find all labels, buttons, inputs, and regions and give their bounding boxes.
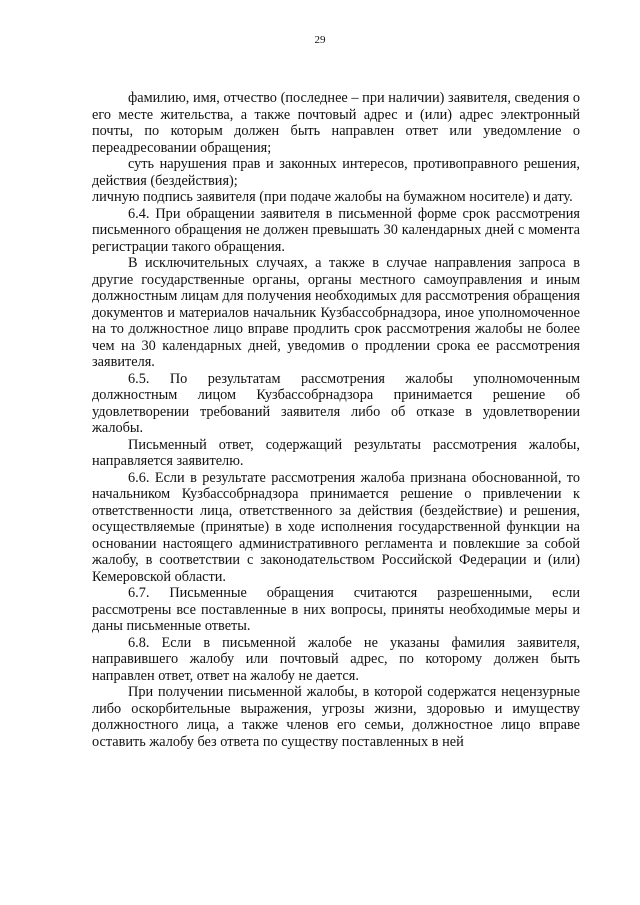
paragraph-signature-date: личную подпись заявителя (при подаче жалобы на бумажном носителе) и дату. [92,189,573,205]
paragraph-exceptional-cases: В исключительных случаях, а также в случае направления запроса в другие государственные органы, органы местного самоуправления и иным должностным лицам для получения необходимых для рассмотрения обращения документов и материалов начальник Кузбассобрнадзора, иное уполномоченное на то должностное лицо вправе продлить срок рассмотрения жалобы не более чем на 30 календарных дней, уведомив о продлении срока ее рассмотрения заявителя. [92,255,580,370]
paragraph-6-6: 6.6. Если в результате рассмотрения жалоба признана обоснованной, то начальником Кузбассобрнадзора принимается решение о привлечении к ответственности лица, ответственного за действия (бездействие) и решения, осуществляемые (принятые) в ходе исполнения государственной функции на основании настоящего административного регламента и повлекшие за собой жалобу, в соответствии с законодательством Российской Федерации и (или) Кемеровской области. [92,469,580,585]
paragraph-violation-essence: суть нарушения прав и законных интересов, противоправного решения, действия (бездействия); [92,156,580,189]
paragraph-obscene-complaint: При получении письменной жалобы, в которой содержатся нецензурные либо оскорбительные выражения, угрозы жизни, здоровью и имуществу должностного лица, а также членов его семьи, должностное лицо вправе оставить жалобу без ответа по существу поставленных в ней [92,684,580,750]
paragraph-written-reply: Письменный ответ, содержащий результаты рассмотрения жалобы, направляется заявителю. [92,436,580,469]
page-number: 29 [314,34,326,46]
paragraph-6-7: 6.7. Письменные обращения считаются разрешенными, если рассмотрены все поставленные в них вопросы, приняты необходимые меры и даны письменные ответы. [92,585,580,634]
paragraph-6-4: 6.4. При обращении заявителя в письменной форме срок рассмотрения письменного обращения не должен превышать 30 календарных дней с момента регистрации такого обращения. [92,205,580,255]
paragraph-applicant-details: фамилию, имя, отчество (последнее – при наличии) заявителя, сведения о его месте жительства, а также почтовый адрес и (или) адрес электронный почты, по которым должен быть направлен ответ или уведомление о переадресовании обращения; [92,90,580,156]
document-body [92,90,580,750]
paragraph-6-8: 6.8. Если в письменной жалобе не указаны фамилия заявителя, направившего жалобу или почтовый адрес, по которому должен быть направлен ответ, ответ на жалобу не дается. [92,634,580,684]
paragraph-6-5: 6.5. По результатам рассмотрения жалобы уполномоченным должностным лицом Кузбассобрнадзора принимается решение об удовлетворении требований заявителя либо об отказе в удовлетворении жалобы. [92,370,580,436]
